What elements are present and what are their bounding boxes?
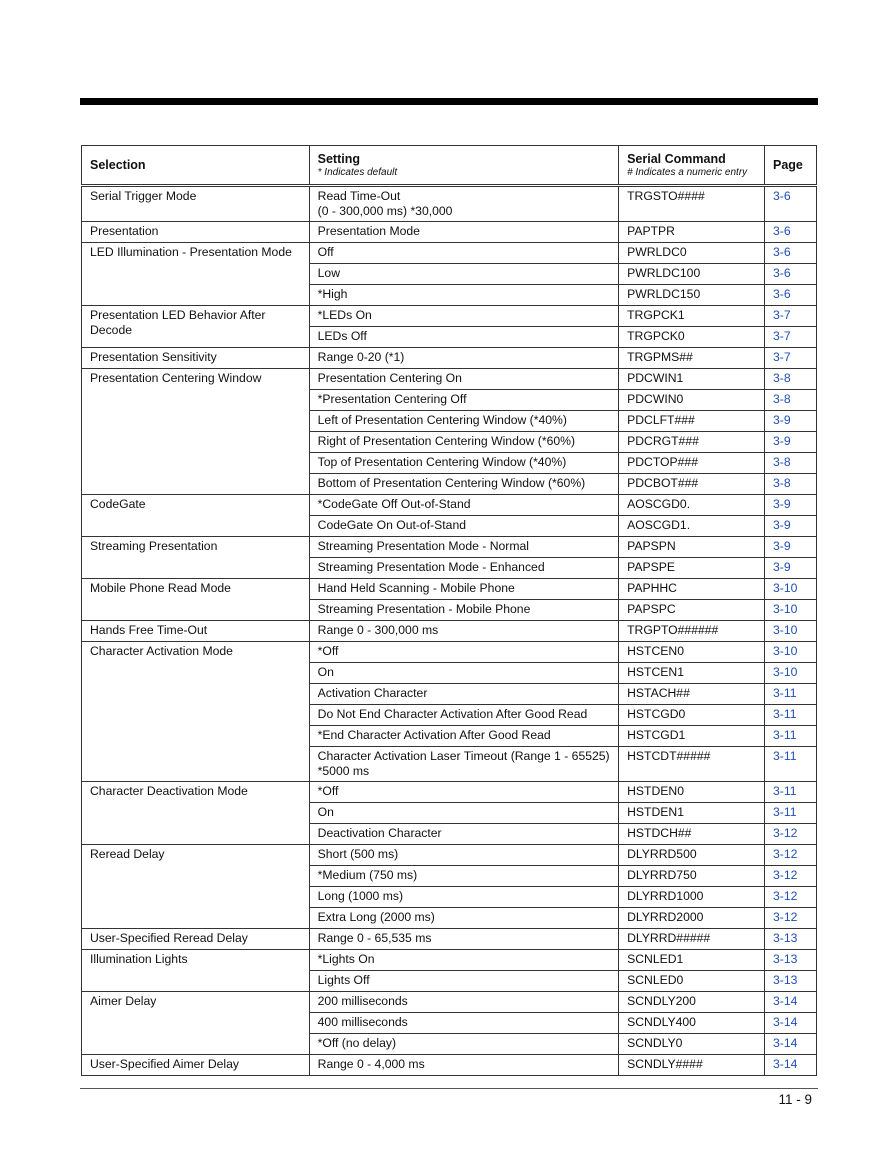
table-row [82, 306, 817, 327]
table-row [82, 495, 817, 516]
setting-cell: *Off [309, 642, 618, 663]
page-link[interactable]: 3-8 [765, 474, 817, 495]
setting-cell: *CodeGate Off Out-of-Stand [309, 495, 618, 516]
page-link[interactable]: 3-8 [765, 369, 817, 390]
page-link[interactable]: 3-7 [765, 327, 817, 348]
serial-command-cell: PDCLFT### [619, 411, 765, 432]
serial-command-cell: DLYRRD500 [619, 845, 765, 866]
setting-cell: Top of Presentation Centering Window (*40%) [309, 453, 618, 474]
table-row [82, 992, 817, 1013]
setting-cell: *Off [309, 782, 618, 803]
table-row [82, 929, 817, 950]
table-row [82, 348, 817, 369]
page-link[interactable]: 3-13 [765, 971, 817, 992]
setting-header-label: Setting [317, 151, 360, 166]
setting-cell: *Presentation Centering Off [309, 390, 618, 411]
table-row [82, 222, 817, 243]
table-row [82, 845, 817, 866]
serial-command-cell: SCNDLY400 [619, 1013, 765, 1034]
page-link[interactable]: 3-12 [765, 824, 817, 845]
page-link[interactable]: 3-10 [765, 600, 817, 621]
page-link[interactable]: 3-10 [765, 621, 817, 642]
setting-cell: Streaming Presentation Mode - Enhanced [309, 558, 618, 579]
page-link[interactable]: 3-6 [765, 186, 817, 222]
serial-command-cell: AOSCGD0. [619, 495, 765, 516]
page-link[interactable]: 3-10 [765, 663, 817, 684]
setting-header-note: * Indicates default [317, 166, 398, 178]
table-row [82, 537, 817, 558]
page-link[interactable]: 3-6 [765, 264, 817, 285]
table-row [82, 642, 817, 663]
setting-cell: *LEDs On [309, 306, 618, 327]
setting-cell: Streaming Presentation Mode - Normal [309, 537, 618, 558]
selection-cell: Streaming Presentation [82, 537, 310, 579]
serial-command-cell: DLYRRD##### [619, 929, 765, 950]
page-link[interactable]: 3-11 [765, 747, 817, 782]
setting-cell: Presentation Centering On [309, 369, 618, 390]
serial-command-header-label: Serial Command [627, 151, 726, 166]
setting-cell: Lights Off [309, 971, 618, 992]
serial-command-header-note: # Indicates a numeric entry [627, 166, 748, 178]
serial-command-cell: PDCWIN1 [619, 369, 765, 390]
selection-header: Selection [82, 146, 310, 186]
serial-command-cell: PDCTOP### [619, 453, 765, 474]
serial-command-cell: PAPTPR [619, 222, 765, 243]
serial-command-cell: HSTCEN1 [619, 663, 765, 684]
header-rule [80, 98, 818, 105]
selection-cell: Presentation [82, 222, 310, 243]
setting-cell: *Medium (750 ms) [309, 866, 618, 887]
page-link[interactable]: 3-9 [765, 432, 817, 453]
serial-command-cell: DLYRRD2000 [619, 908, 765, 929]
selection-cell: LED Illumination - Presentation Mode [82, 243, 310, 306]
serial-command-cell: PWRLDC100 [619, 264, 765, 285]
serial-command-cell: TRGPCK0 [619, 327, 765, 348]
selection-cell: Presentation LED Behavior After Decode [82, 306, 310, 348]
page-link[interactable]: 3-12 [765, 887, 817, 908]
setting-cell: Read Time-Out (0 - 300,000 ms) *30,000 [309, 186, 618, 222]
selection-cell: Hands Free Time-Out [82, 621, 310, 642]
setting-cell: *End Character Activation After Good Read [309, 726, 618, 747]
selection-cell: CodeGate [82, 495, 310, 537]
serial-command-cell: AOSCGD1. [619, 516, 765, 537]
setting-cell: Range 0 - 65,535 ms [309, 929, 618, 950]
setting-header [309, 146, 618, 186]
serial-command-cell: DLYRRD750 [619, 866, 765, 887]
serial-command-cell: TRGPTO###### [619, 621, 765, 642]
table-row [82, 243, 817, 264]
serial-command-cell: HSTCGD1 [619, 726, 765, 747]
table-header-row [82, 146, 817, 186]
selection-cell: Mobile Phone Read Mode [82, 579, 310, 621]
page-header: Page [765, 146, 817, 186]
selection-cell: Character Activation Mode [82, 642, 310, 782]
setting-cell: Streaming Presentation - Mobile Phone [309, 600, 618, 621]
page-link[interactable]: 3-11 [765, 705, 817, 726]
serial-command-table [81, 145, 817, 1076]
page-link[interactable]: 3-9 [765, 558, 817, 579]
setting-cell: Right of Presentation Centering Window (*60%) [309, 432, 618, 453]
page-link[interactable]: 3-8 [765, 453, 817, 474]
page-link[interactable]: 3-13 [765, 929, 817, 950]
serial-command-cell: PAPHHC [619, 579, 765, 600]
page-link[interactable]: 3-8 [765, 390, 817, 411]
setting-cell: Short (500 ms) [309, 845, 618, 866]
serial-command-cell: SCNDLY0 [619, 1034, 765, 1055]
table-row [82, 621, 817, 642]
selection-cell: Presentation Sensitivity [82, 348, 310, 369]
selection-cell: Serial Trigger Mode [82, 186, 310, 222]
selection-cell: User-Specified Reread Delay [82, 929, 310, 950]
serial-command-cell: DLYRRD1000 [619, 887, 765, 908]
page-link[interactable]: 3-9 [765, 495, 817, 516]
page-link[interactable]: 3-14 [765, 1013, 817, 1034]
page-link[interactable]: 3-9 [765, 516, 817, 537]
serial-command-cell: SCNLED0 [619, 971, 765, 992]
page-link[interactable]: 3-14 [765, 1034, 817, 1055]
setting-cell: Character Activation Laser Timeout (Range 1 - 65525) *5000 ms [309, 747, 618, 782]
serial-command-cell: PWRLDC150 [619, 285, 765, 306]
serial-command-cell: HSTCEN0 [619, 642, 765, 663]
page-link[interactable]: 3-6 [765, 243, 817, 264]
table-row [82, 1055, 817, 1076]
selection-cell: Reread Delay [82, 845, 310, 929]
page-link[interactable]: 3-10 [765, 642, 817, 663]
serial-command-cell: PDCBOT### [619, 474, 765, 495]
table-row [82, 950, 817, 971]
page-number: 11 - 9 [778, 1092, 812, 1107]
setting-cell: Deactivation Character [309, 824, 618, 845]
serial-command-cell: SCNDLY#### [619, 1055, 765, 1076]
setting-cell: *Off (no delay) [309, 1034, 618, 1055]
setting-cell: 200 milliseconds [309, 992, 618, 1013]
serial-command-cell: PAPSPN [619, 537, 765, 558]
selection-cell: Character Deactivation Mode [82, 782, 310, 845]
selection-cell: User-Specified Aimer Delay [82, 1055, 310, 1076]
serial-command-cell: PAPSPC [619, 600, 765, 621]
page-link[interactable]: 3-11 [765, 782, 817, 803]
page-link[interactable]: 3-12 [765, 866, 817, 887]
serial-command-cell: PWRLDC0 [619, 243, 765, 264]
setting-cell: Hand Held Scanning - Mobile Phone [309, 579, 618, 600]
serial-command-cell: TRGSTO#### [619, 186, 765, 222]
serial-command-cell: PAPSPE [619, 558, 765, 579]
setting-cell: Range 0-20 (*1) [309, 348, 618, 369]
setting-cell: Range 0 - 300,000 ms [309, 621, 618, 642]
table-body [82, 186, 817, 1076]
setting-cell: Do Not End Character Activation After Good Read [309, 705, 618, 726]
page-link[interactable]: 3-7 [765, 306, 817, 327]
table-row [82, 369, 817, 390]
table-row [82, 186, 817, 222]
page-link[interactable]: 3-11 [765, 803, 817, 824]
setting-cell: 400 milliseconds [309, 1013, 618, 1034]
selection-cell: Aimer Delay [82, 992, 310, 1055]
page-link[interactable]: 3-6 [765, 285, 817, 306]
serial-command-header [619, 146, 765, 186]
serial-command-cell: HSTCGD0 [619, 705, 765, 726]
serial-command-cell: HSTACH## [619, 684, 765, 705]
page-link[interactable]: 3-14 [765, 1055, 817, 1076]
footer-rule [80, 1088, 818, 1089]
selection-cell: Presentation Centering Window [82, 369, 310, 495]
setting-cell: CodeGate On Out-of-Stand [309, 516, 618, 537]
setting-cell: Range 0 - 4,000 ms [309, 1055, 618, 1076]
setting-cell: Low [309, 264, 618, 285]
serial-command-cell: TRGPMS## [619, 348, 765, 369]
table-row [82, 782, 817, 803]
selection-cell: Illumination Lights [82, 950, 310, 992]
serial-command-cell: SCNLED1 [619, 950, 765, 971]
setting-cell: Left of Presentation Centering Window (*40%) [309, 411, 618, 432]
page-link[interactable]: 3-13 [765, 950, 817, 971]
setting-cell: On [309, 663, 618, 684]
serial-command-cell: HSTDCH## [619, 824, 765, 845]
serial-command-cell: HSTDEN0 [619, 782, 765, 803]
page-link[interactable]: 3-9 [765, 537, 817, 558]
serial-command-cell: TRGPCK1 [619, 306, 765, 327]
table-row [82, 579, 817, 600]
serial-command-cell: PDCWIN0 [619, 390, 765, 411]
setting-cell: Off [309, 243, 618, 264]
setting-cell: Extra Long (2000 ms) [309, 908, 618, 929]
page-link[interactable]: 3-6 [765, 222, 817, 243]
serial-command-cell: PDCRGT### [619, 432, 765, 453]
page-link[interactable]: 3-7 [765, 348, 817, 369]
page-link[interactable]: 3-11 [765, 684, 817, 705]
serial-command-cell: SCNDLY200 [619, 992, 765, 1013]
serial-command-cell: HSTCDT##### [619, 747, 765, 782]
page-link[interactable]: 3-11 [765, 726, 817, 747]
setting-cell: *Lights On [309, 950, 618, 971]
setting-cell: Activation Character [309, 684, 618, 705]
setting-cell: *High [309, 285, 618, 306]
page-link[interactable]: 3-9 [765, 411, 817, 432]
page-link[interactable]: 3-10 [765, 579, 817, 600]
setting-cell: On [309, 803, 618, 824]
setting-cell: Long (1000 ms) [309, 887, 618, 908]
page-link[interactable]: 3-12 [765, 845, 817, 866]
page-link[interactable]: 3-12 [765, 908, 817, 929]
setting-cell: LEDs Off [309, 327, 618, 348]
serial-command-cell: HSTDEN1 [619, 803, 765, 824]
page-link[interactable]: 3-14 [765, 992, 817, 1013]
setting-cell: Bottom of Presentation Centering Window (*60%) [309, 474, 618, 495]
setting-cell: Presentation Mode [309, 222, 618, 243]
